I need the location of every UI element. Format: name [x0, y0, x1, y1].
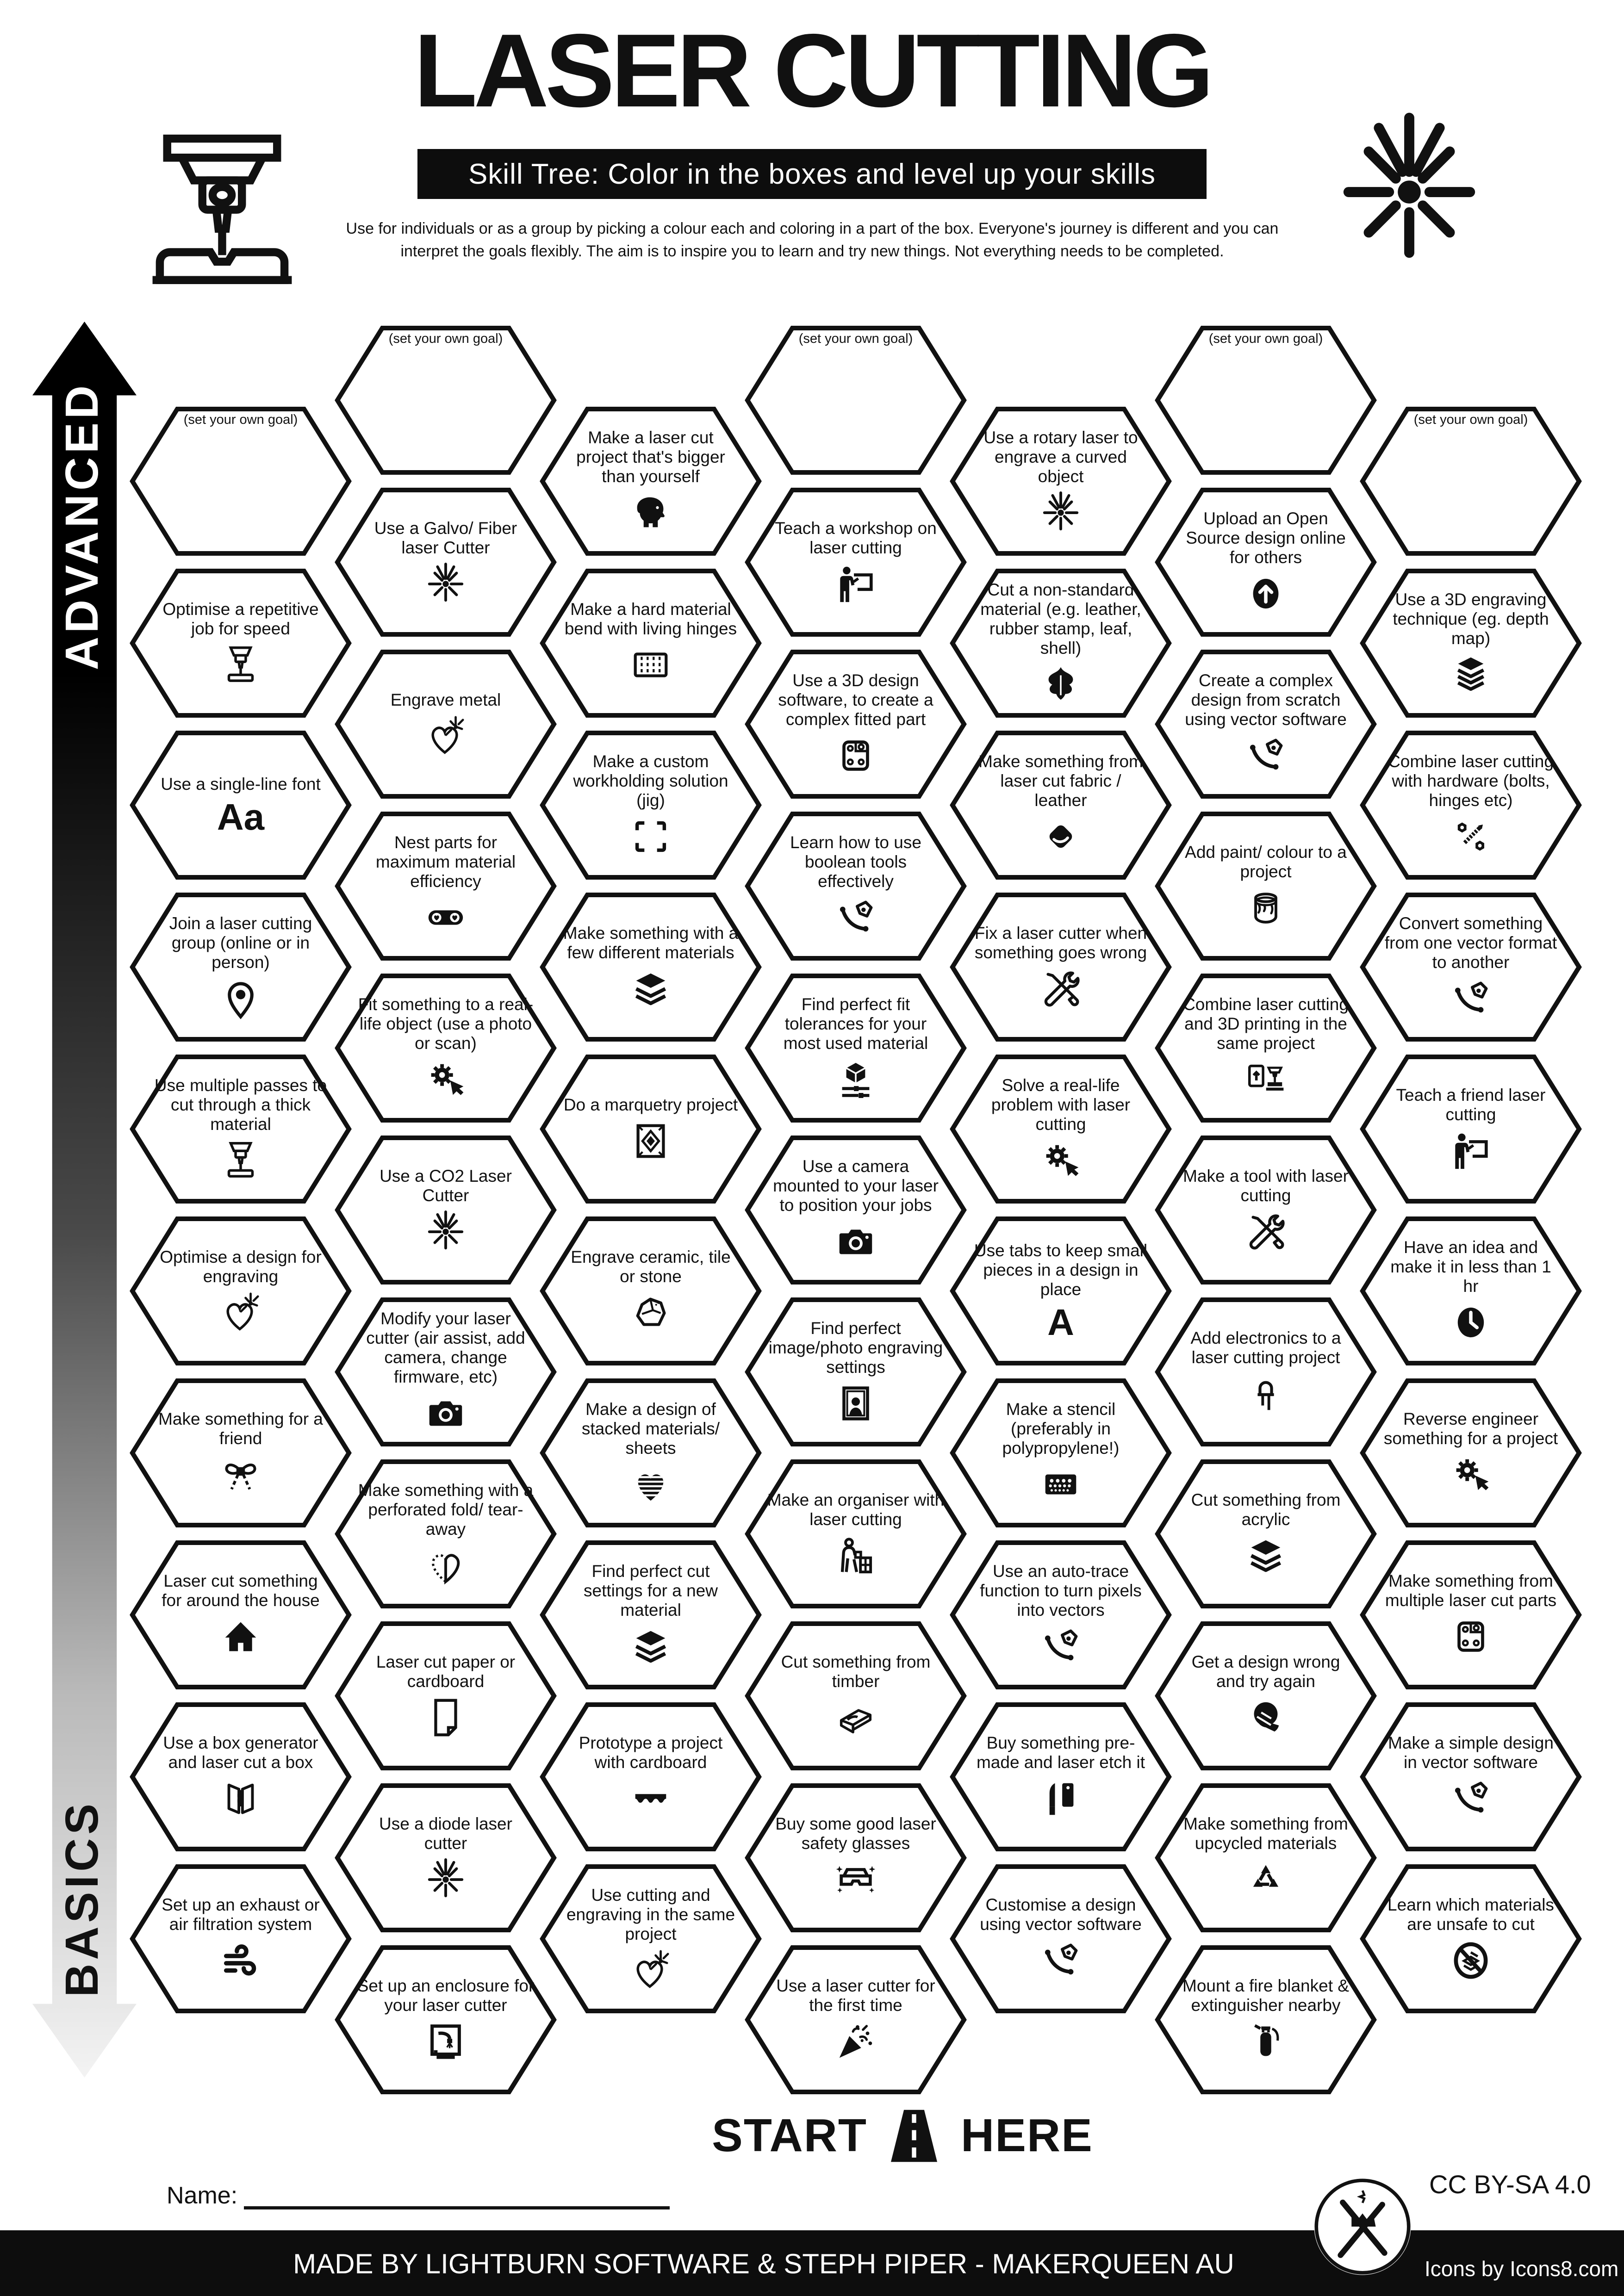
laser-burst-icon	[424, 1210, 467, 1253]
skill-label: Laser cut paper or cardboard	[376, 1652, 516, 1691]
skill-hex[interactable]	[745, 324, 967, 477]
skill-hex[interactable]	[950, 729, 1172, 881]
skill-label: Make a laser cut project that's bigger than yourself	[576, 428, 725, 486]
skill-label: Buy some good laser safety glasses	[775, 1814, 936, 1853]
gear-hand-icon	[1039, 1139, 1083, 1182]
gear-hand-icon	[424, 1058, 467, 1101]
upload-circle-icon	[1244, 572, 1288, 615]
skill-hex[interactable]	[130, 729, 352, 881]
skill-hex[interactable]	[1360, 891, 1582, 1043]
skill-label: Set up an exhaust or air filtration system	[162, 1895, 320, 1934]
skill-hex[interactable]	[1155, 1458, 1377, 1610]
paint-can-icon	[1244, 886, 1288, 930]
skill-label: Make something from laser cut fabric / leather	[978, 751, 1143, 810]
laser-head-icon	[219, 643, 262, 687]
skill-hex[interactable]	[540, 891, 762, 1043]
skill-hex[interactable]	[1155, 486, 1377, 639]
elephant-icon	[629, 491, 672, 534]
wind-icon	[219, 1939, 262, 1982]
skill-hex[interactable]	[950, 1215, 1172, 1367]
skill-hex[interactable]	[950, 891, 1172, 1043]
skill-label: Do a marquetry project	[563, 1095, 738, 1114]
skill-hex[interactable]	[335, 1296, 557, 1448]
skill-label: Convert something from one vector format to another	[1384, 913, 1557, 972]
subtitle-text: Skill Tree: Color in the boxes and level up your skills	[468, 158, 1156, 190]
skill-label: Combine laser cutting with hardware (bolts, hinges etc)	[1388, 751, 1554, 810]
skill-label: Prototype a project with cardboard	[579, 1733, 723, 1772]
skill-label: Modify your laser cutter (air assist, add camera, change firmware, etc)	[366, 1309, 525, 1387]
laser-3dprint-icon	[1244, 1058, 1288, 1101]
skill-hex[interactable]	[130, 891, 352, 1043]
road-icon	[879, 2101, 949, 2171]
marquetry-icon	[629, 1119, 672, 1163]
skill-label: Make something from upcycled materials	[1183, 1814, 1348, 1853]
led-icon	[1244, 1372, 1288, 1415]
skill-hex[interactable]	[745, 1781, 967, 1934]
skill-hex[interactable]	[745, 648, 967, 800]
skill-label: Use a box generator and laser cut a box	[163, 1733, 318, 1772]
skill-label: Buy something pre-made and laser etch it	[976, 1733, 1145, 1772]
skill-label: Use an auto-trace function to turn pixels into vectors	[980, 1561, 1142, 1620]
name-label: Name:	[167, 2182, 238, 2209]
skill-label: Cut something from timber	[781, 1652, 931, 1691]
camera-icon	[424, 1391, 467, 1435]
skill-label: Use a laser cutter for the first time	[776, 1976, 935, 2015]
skill-hex[interactable]	[1360, 567, 1582, 720]
subtitle-bar	[417, 149, 1207, 199]
teach-board-icon	[834, 562, 877, 606]
skill-label: Use a single-line font	[161, 774, 321, 794]
bolt-nuts-icon	[1449, 815, 1493, 858]
laser-burst-icon	[424, 562, 467, 606]
layers-icon	[629, 967, 672, 1011]
skill-hex[interactable]	[540, 1215, 762, 1367]
laser-burst-icon	[1039, 491, 1083, 534]
skill-hex[interactable]	[335, 1458, 557, 1610]
fitted-part-icon	[834, 734, 877, 777]
skill-label: Make a tool with laser cutting	[1183, 1166, 1349, 1205]
skill-hex[interactable]	[745, 486, 967, 639]
skill-label: Nest parts for maximum material efficiency	[375, 832, 516, 891]
skill-hex[interactable]	[745, 1458, 967, 1610]
skill-label: Use multiple passes to cut through a thick material	[154, 1075, 327, 1134]
skill-label: Fit something to a real-life object (use a photo or scan)	[358, 994, 534, 1053]
gear-hand-icon	[1449, 1453, 1493, 1496]
skill-label: Reverse engineer something for a project	[1383, 1409, 1558, 1448]
skill-label: Make a simple design in vector software	[1388, 1733, 1554, 1772]
license-label: CC BY-SA 4.0	[1429, 2170, 1591, 2199]
skill-hex[interactable]	[335, 1620, 557, 1772]
tools-crossed-icon	[1244, 1210, 1288, 1253]
axis-label-advanced: ADVANCED	[56, 382, 108, 670]
skill-hex[interactable]	[950, 405, 1172, 558]
skill-label: Cut something from acrylic	[1191, 1490, 1341, 1529]
page-title: LASER CUTTING	[414, 12, 1210, 129]
clock-icon	[1449, 1301, 1493, 1344]
skill-hex[interactable]	[1360, 1377, 1582, 1529]
here-label: HERE	[961, 2110, 1093, 2161]
recycle-icon	[1244, 1858, 1288, 1901]
skill-label: Optimise a repetitive job for speed	[162, 599, 319, 638]
skill-label: Teach a workshop on laser cutting	[775, 518, 937, 557]
makerqueen-logo	[1310, 2174, 1415, 2279]
skill-hex[interactable]	[1155, 1620, 1377, 1772]
heart-laser-icon	[424, 714, 467, 758]
skill-label: Use a 3D engraving technique (eg. depth map)	[1393, 590, 1549, 648]
stencil-icon	[1039, 1463, 1083, 1506]
house-icon	[219, 1615, 262, 1658]
name-row	[167, 2179, 670, 2209]
pen-tool-icon	[1039, 1625, 1083, 1668]
skill-label: Add paint/ colour to a project	[1185, 842, 1347, 881]
laser-burst-icon	[424, 1858, 467, 1901]
organiser-icon	[834, 1534, 877, 1577]
skill-hex[interactable]	[1155, 972, 1377, 1124]
heart-laser-icon	[219, 1291, 262, 1334]
safety-glasses-icon	[834, 1858, 877, 1901]
skill-label: Make a design of stacked materials/ sheets	[581, 1399, 720, 1458]
tools-crossed-icon	[1039, 967, 1083, 1011]
jig-brackets-icon	[629, 815, 672, 858]
icons8-credit: Icons by Icons8.com	[1425, 2257, 1619, 2281]
laser-burst-icon	[1328, 106, 1490, 278]
camera-icon	[834, 1220, 877, 1263]
skill-hex[interactable]	[745, 972, 967, 1124]
skill-label: (set your own goal)	[388, 331, 503, 346]
skill-label: Use cutting and engraving in the same project	[566, 1885, 735, 1944]
fitted-part-icon	[1449, 1615, 1493, 1658]
start-here-marker	[680, 2100, 1125, 2172]
skill-hex[interactable]	[745, 1134, 967, 1286]
skill-hex[interactable]	[1360, 1215, 1582, 1367]
skill-label: Combine laser cutting and 3D printing in the same project	[1183, 994, 1349, 1053]
skill-hex[interactable]	[950, 1053, 1172, 1205]
pen-tool-icon	[834, 896, 877, 939]
skill-hex[interactable]	[130, 405, 352, 558]
etch-knife-icon	[1039, 1777, 1083, 1820]
stone-icon	[629, 1291, 672, 1334]
skill-label: Cut a non-standard material (e.g. leather, rubber stamp, leaf, shell)	[980, 580, 1141, 658]
skill-label: Add electronics to a laser cutting project	[1190, 1328, 1341, 1367]
skill-hex[interactable]	[335, 972, 557, 1124]
skill-hex[interactable]	[1360, 1539, 1582, 1691]
skill-hex[interactable]	[130, 1053, 352, 1205]
axis-label-basics: BASICS	[56, 1800, 108, 1997]
skill-hex[interactable]	[130, 1377, 352, 1529]
intro-line-2: interpret the goals flexibly. The aim is to inspire you to learn and try new things. Not everything needs to be completed.	[400, 242, 1224, 261]
pen-tool-icon	[1449, 977, 1493, 1020]
skill-label: Customise a design using vector software	[980, 1895, 1142, 1934]
depth-layers-icon	[1449, 653, 1493, 696]
skill-label: Fix a laser cutter when something goes wrong	[974, 923, 1147, 962]
location-pin-icon	[219, 977, 262, 1020]
skill-hex[interactable]	[950, 1700, 1172, 1853]
leaf-icon	[1039, 663, 1083, 706]
heart-laser-icon	[629, 1948, 672, 1992]
skill-label: (set your own goal)	[798, 331, 913, 346]
layers-icon	[1244, 1534, 1288, 1577]
skill-label: Make something for a friend	[158, 1409, 323, 1448]
single-line-font-icon: Aa	[217, 796, 265, 838]
skill-label: Make a hard material bend with living hinges	[564, 599, 737, 638]
timber-icon	[834, 1696, 877, 1739]
skill-label: Learn how to use boolean tools effectively	[790, 832, 921, 891]
skill-label: Use a CO2 Laser Cutter	[380, 1166, 512, 1205]
skill-hex[interactable]	[540, 729, 762, 881]
skill-hex[interactable]	[540, 405, 762, 558]
letter-tabs-icon: A	[1047, 1302, 1074, 1343]
skill-hex[interactable]	[950, 1377, 1172, 1529]
skill-hex[interactable]	[335, 1943, 557, 2096]
skill-hex[interactable]	[1155, 1134, 1377, 1286]
skill-label: Engrave metal	[390, 690, 501, 709]
skill-label: Solve a real-life problem with laser cutting	[991, 1075, 1131, 1134]
skill-hex[interactable]	[1360, 405, 1582, 558]
skill-label: Find perfect image/photo engraving settings	[768, 1318, 943, 1377]
skill-hex[interactable]	[1155, 648, 1377, 800]
skill-label: Find perfect fit tolerances for your most used material	[783, 994, 928, 1053]
skill-label: Make a stencil (preferably in polypropylene!)	[1002, 1399, 1120, 1458]
pen-tool-icon	[1039, 1939, 1083, 1982]
heart-dotted-icon	[424, 1544, 467, 1587]
skill-label: Make something with a few different materials	[563, 923, 739, 962]
skill-hex[interactable]	[540, 567, 762, 720]
skill-hex[interactable]	[1155, 1943, 1377, 2096]
skill-hex[interactable]	[1360, 1700, 1582, 1853]
skill-hex[interactable]	[745, 1620, 967, 1772]
name-field[interactable]	[244, 2179, 670, 2209]
skill-label: Join a laser cutting group (online or in person)	[169, 913, 312, 972]
skill-hex[interactable]	[335, 324, 557, 477]
living-hinge-icon	[629, 643, 672, 687]
skill-label: Use a diode laser cutter	[379, 1814, 512, 1853]
skill-hex[interactable]	[540, 1700, 762, 1853]
skill-label: Make something with a perforated fold/ tear-away	[358, 1480, 534, 1539]
portrait-frame-icon	[834, 1382, 877, 1425]
skill-hex[interactable]	[130, 1215, 352, 1367]
teach-board-icon	[1449, 1129, 1493, 1173]
skill-label: Use a 3D design software, to create a complex fitted part	[778, 670, 933, 729]
skill-hex[interactable]	[130, 1862, 352, 2015]
facepalm-icon	[1244, 1696, 1288, 1739]
gift-bow-icon	[219, 1453, 262, 1496]
skill-hex[interactable]	[1155, 1781, 1377, 1934]
skill-label: Learn which materials are unsafe to cut	[1388, 1895, 1554, 1934]
skill-label: (set your own goal)	[1208, 331, 1323, 346]
skill-label: Have an idea and make it in less than 1 hr	[1390, 1237, 1551, 1296]
skill-label: Use a rotary laser to engrave a curved object	[983, 428, 1138, 486]
skill-label: Make a custom workholding solution (jig)	[573, 751, 728, 810]
skill-hex[interactable]	[745, 1296, 967, 1448]
skill-hex[interactable]	[950, 567, 1172, 720]
start-label: START	[712, 2110, 868, 2161]
box-joint-icon	[219, 1777, 262, 1820]
heart-stripes-icon	[629, 1463, 672, 1506]
skill-hex[interactable]	[950, 1539, 1172, 1691]
skill-hex[interactable]	[540, 1053, 762, 1205]
skill-label: Use a Galvo/ Fiber laser Cutter	[374, 518, 517, 557]
skill-hex[interactable]	[1360, 1862, 1582, 2015]
pen-tool-icon	[1449, 1777, 1493, 1820]
layers-icon	[629, 1625, 672, 1668]
skill-hex[interactable]	[745, 1943, 967, 2096]
skill-label: Optimise a design for engraving	[160, 1247, 322, 1286]
skill-label: Engrave ceramic, tile or stone	[571, 1247, 731, 1286]
skill-hex[interactable]	[540, 1377, 762, 1529]
skill-label: Make an organiser with laser cutting	[767, 1490, 945, 1529]
credit-text: MADE BY LIGHTBURN SOFTWARE & STEPH PIPER - MAKERQUEEN AU	[293, 2248, 1234, 2279]
skill-label: Use tabs to keep small pieces in a design in place	[974, 1241, 1148, 1299]
fire-extinguisher-icon	[1244, 2020, 1288, 2063]
party-popper-icon	[834, 2020, 877, 2063]
skill-label: Mount a fire blanket & extinguisher nearby	[1182, 1976, 1349, 2015]
laser-head-icon	[219, 1139, 262, 1182]
skill-hex[interactable]	[1155, 324, 1377, 477]
intro-line-1: Use for individuals or as a group by picking a colour each and coloring in a part of the box. Everyone's journey is different and you can	[346, 220, 1279, 237]
pen-tool-icon	[1244, 734, 1288, 777]
laser-machine-icon	[134, 116, 310, 301]
skill-label: Teach a friend laser cutting	[1396, 1085, 1546, 1124]
skill-label: Use a camera mounted to your laser to position your jobs	[773, 1156, 939, 1215]
cardboard-icon	[629, 1777, 672, 1820]
skill-hex[interactable]	[335, 1134, 557, 1286]
skill-hex[interactable]	[1360, 729, 1582, 881]
skill-label: Find perfect cut settings for a new material	[584, 1561, 718, 1620]
skill-hex[interactable]	[130, 567, 352, 720]
skill-label: Get a design wrong and try again	[1191, 1652, 1340, 1691]
enclosure-icon	[424, 2020, 467, 2063]
fabric-icon	[1039, 815, 1083, 858]
skill-hex[interactable]	[745, 810, 967, 962]
skill-label: (set your own goal)	[183, 412, 298, 427]
skill-hex[interactable]	[1155, 810, 1377, 962]
nest-hearts-icon	[424, 896, 467, 939]
no-cut-icon	[1449, 1939, 1493, 1982]
skill-hex[interactable]	[540, 1862, 762, 2015]
skill-hex[interactable]	[335, 648, 557, 800]
paper-sheet-icon	[424, 1696, 467, 1739]
skill-label: Laser cut something for around the house	[162, 1571, 320, 1610]
skill-hex[interactable]	[1360, 1053, 1582, 1205]
skill-hex[interactable]	[130, 1700, 352, 1853]
skill-hex[interactable]	[540, 1539, 762, 1691]
skill-hex[interactable]	[950, 1862, 1172, 2015]
skill-hex[interactable]	[335, 1781, 557, 1934]
intro-text	[280, 217, 1344, 263]
skill-hex[interactable]	[130, 1539, 352, 1691]
skill-hex[interactable]	[335, 810, 557, 962]
skill-label: Make something from multiple laser cut parts	[1385, 1571, 1557, 1610]
skill-label: Set up an enclosure for your laser cutter	[357, 1976, 535, 2015]
cube-sliders-icon	[834, 1058, 877, 1101]
skill-hex[interactable]	[335, 486, 557, 639]
skill-label: Upload an Open Source design online for others	[1186, 509, 1346, 567]
skill-label: (set your own goal)	[1413, 412, 1528, 427]
skill-label: Create a complex design from scratch using vector software	[1185, 670, 1347, 729]
skill-hex[interactable]	[1155, 1296, 1377, 1448]
